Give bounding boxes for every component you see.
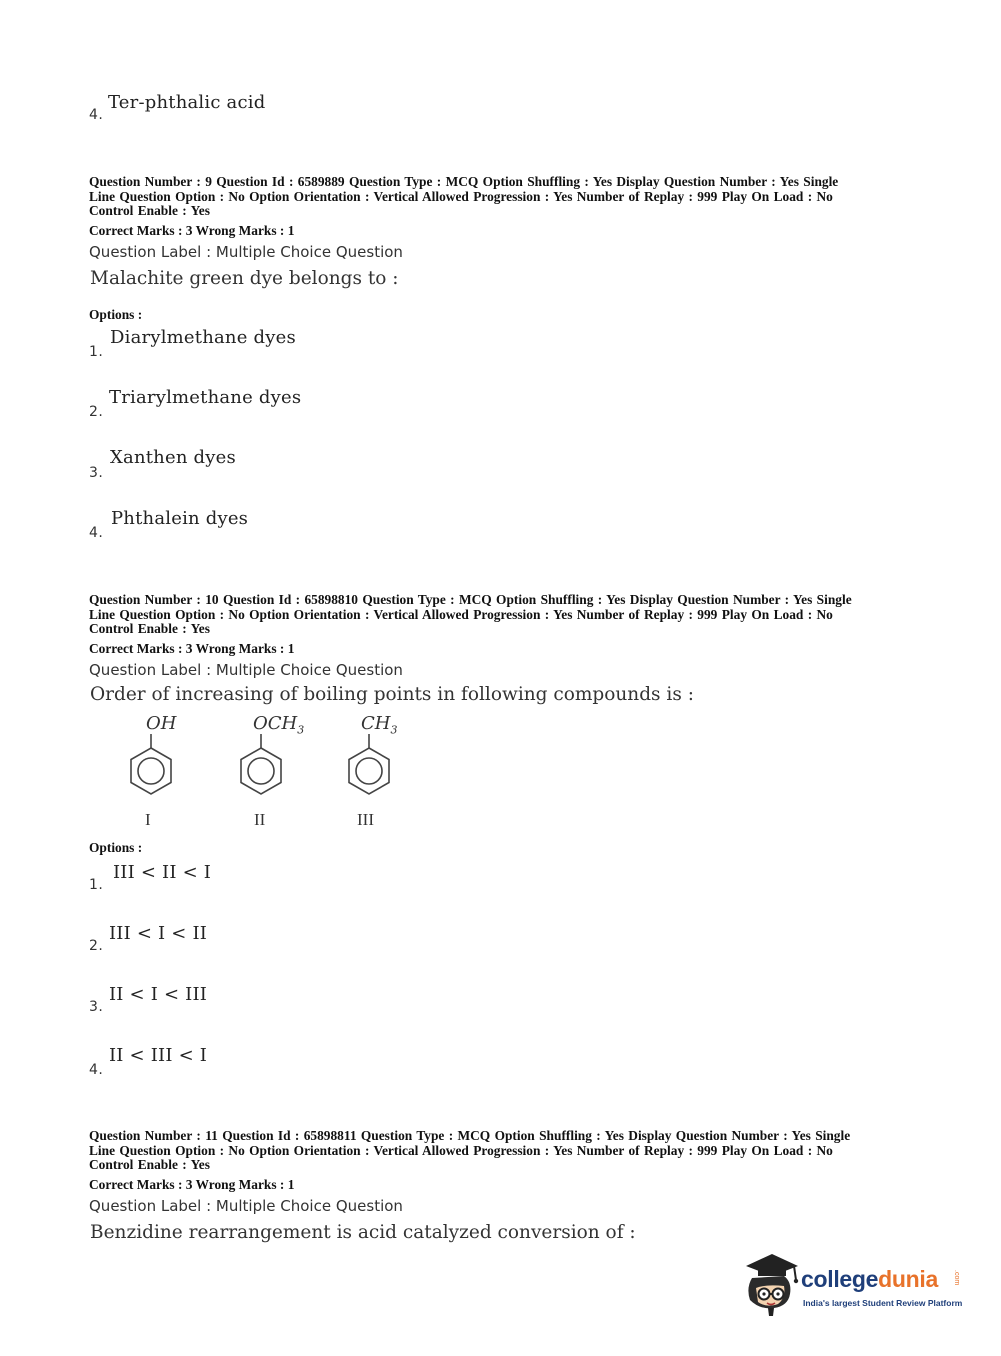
- meta-line: Control Enable : Yes: [89, 621, 210, 636]
- question-stem: Order of increasing of boiling points in following compounds is :: [90, 684, 694, 705]
- benzene-rings: [120, 730, 410, 805]
- options-heading: Options :: [89, 840, 143, 855]
- option-number: 4.: [89, 107, 104, 123]
- benzene-ring-ii: [241, 748, 281, 794]
- option-number: 1.: [89, 344, 104, 360]
- aromatic-circle: [138, 758, 164, 784]
- option-text: Xanthen dyes: [110, 447, 236, 468]
- benzene-ring-i: [131, 748, 171, 794]
- mascot-icon: [740, 1248, 802, 1318]
- option-text: Triarylmethane dyes: [109, 387, 302, 408]
- question-meta: [89, 593, 929, 637]
- question-marks: Correct Marks : 3 Wrong Marks : 1: [89, 641, 295, 656]
- question-meta: [89, 1129, 929, 1173]
- option-number: 2.: [89, 938, 104, 954]
- question-meta: [89, 175, 929, 219]
- question-stem: Benzidine rearrangement is acid catalyzed conversion of :: [90, 1222, 636, 1243]
- option-number: 3.: [89, 465, 104, 481]
- option-text: Phthalein dyes: [111, 508, 249, 529]
- compound-numeral: III: [357, 810, 374, 829]
- question-marks: Correct Marks : 3 Wrong Marks : 1: [89, 1177, 295, 1192]
- question-stem: Malachite green dye belongs to :: [90, 268, 399, 289]
- meta-line: Question Number : 11 Question Id : 65898811 Question Type : MCQ Option Shuffling : Yes Display Question Number : Yes Single: [89, 1128, 851, 1143]
- question-label: Question Label : Multiple Choice Question: [89, 243, 403, 261]
- option-text: Ter-phthalic acid: [108, 92, 266, 113]
- substituent-label: OH: [146, 713, 177, 734]
- option-text: III < II < I: [113, 862, 212, 883]
- meta-line: Question Number : 9 Question Id : 6589889 Question Type : MCQ Option Shuffling : Yes Display Question Number : Yes Single: [89, 174, 839, 189]
- option-text: II < III < I: [109, 1045, 208, 1066]
- meta-line: Line Question Option : No Option Orientation : Vertical Allowed Progression : Yes Number of Replay : 999 Play On Load : No: [89, 1142, 833, 1158]
- brand-tagline: India's largest Student Review Platform: [803, 1298, 963, 1308]
- option-number: 4.: [89, 1062, 104, 1078]
- option-text: Diarylmethane dyes: [110, 327, 296, 348]
- aromatic-circle: [356, 758, 382, 784]
- option-number: 2.: [89, 404, 104, 420]
- compound-numeral: I: [145, 810, 151, 829]
- compound-numeral: II: [254, 810, 266, 829]
- question-label: Question Label : Multiple Choice Question: [89, 1197, 403, 1215]
- option-number: 3.: [89, 999, 104, 1015]
- meta-line: Control Enable : Yes: [89, 1157, 210, 1172]
- meta-line: Line Question Option : No Option Orientation : Vertical Allowed Progression : Yes Number of Replay : 999 Play On Load : No: [89, 188, 833, 204]
- option-text: III < I < II: [109, 923, 208, 944]
- brand-logotype: collegedunia: [801, 1266, 938, 1292]
- meta-line: Control Enable : Yes: [89, 203, 210, 218]
- options-heading: Options :: [89, 307, 143, 322]
- substituent-label: $OCH_3$: [253, 713, 305, 737]
- meta-line: Line Question Option : No Option Orientation : Vertical Allowed Progression : Yes Number of Replay : 999 Play On Load : No: [89, 606, 833, 622]
- substituent-label: $CH_3$: [361, 713, 398, 737]
- question-marks: Correct Marks : 3 Wrong Marks : 1: [89, 223, 295, 238]
- meta-line: Question Number : 10 Question Id : 65898810 Question Type : MCQ Option Shuffling : Yes Display Question Number : Yes Single: [89, 592, 852, 607]
- question-label: Question Label : Multiple Choice Question: [89, 661, 403, 679]
- aromatic-circle: [248, 758, 274, 784]
- option-text: II < I < III: [109, 984, 208, 1005]
- option-number: 4.: [89, 525, 104, 541]
- brand-suffix: .com: [953, 1270, 960, 1286]
- option-number: 1.: [89, 877, 104, 893]
- benzene-ring-iii: [349, 748, 389, 794]
